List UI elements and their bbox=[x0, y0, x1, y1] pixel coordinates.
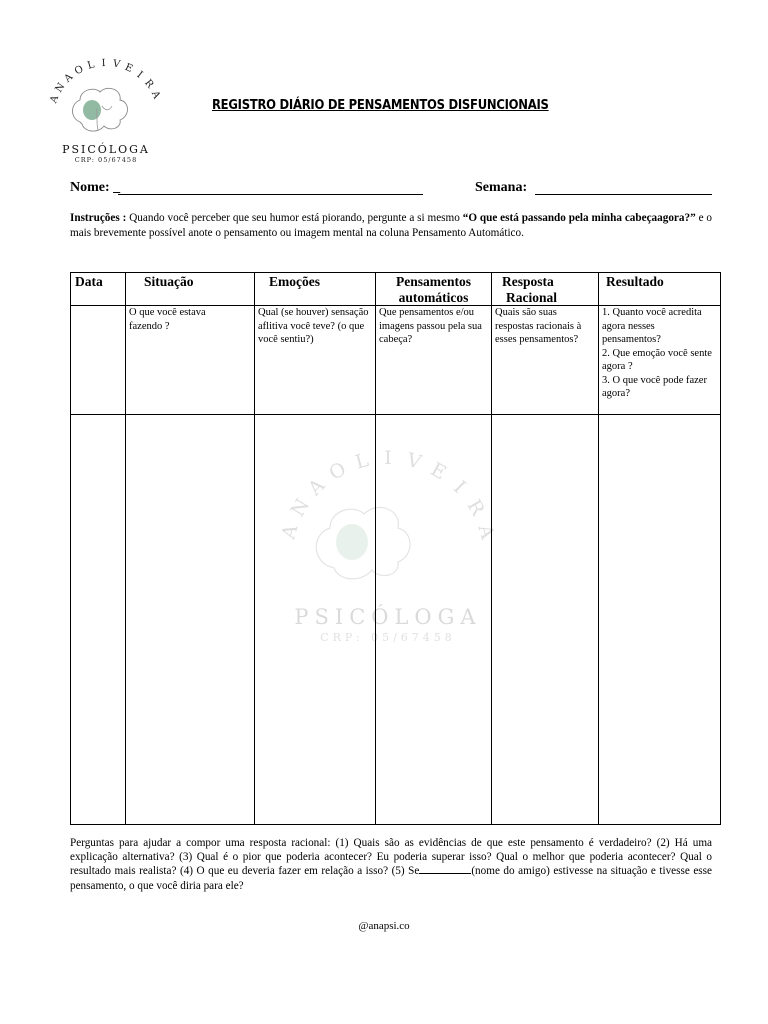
instructions-text-2: e o mais brevemente possível anote o pensamento ou imagem mental na coluna Pensamento Automático. bbox=[70, 212, 713, 239]
header-situacao: Situação bbox=[144, 274, 194, 289]
logo bbox=[36, 48, 176, 170]
column-divider bbox=[375, 273, 376, 824]
logo-mark bbox=[36, 48, 176, 170]
header-resposta-line2: Racional bbox=[506, 290, 558, 305]
instructions-label: Instruções : bbox=[70, 212, 127, 224]
arc-letter: A bbox=[303, 474, 330, 500]
header-resultado: Resultado bbox=[606, 274, 664, 289]
arc-letter: O bbox=[72, 63, 86, 78]
instructions-text-1: Quando você perceber que seu humor está piorando, pergunte a si mesmo bbox=[126, 212, 463, 224]
arc-letter: N bbox=[53, 81, 68, 95]
header-pensamentos bbox=[376, 274, 491, 306]
semana-label: Semana: bbox=[475, 180, 528, 195]
arc-letter: I bbox=[449, 476, 470, 498]
nome-label: Nome: _ bbox=[70, 180, 121, 195]
prompt-resultado-2: 2. Que emoção você sente agora ? bbox=[602, 347, 712, 372]
logo-registration: CRP: 05/67458 bbox=[74, 156, 138, 164]
arc-letter: A bbox=[48, 94, 62, 105]
prompt-resultado bbox=[602, 306, 712, 401]
arc-letter: A bbox=[473, 522, 499, 542]
prompt-emocoes: Qual (se houver) sensação aflitiva você teve? (o que você sentiu?) bbox=[258, 307, 369, 345]
arc-letter: O bbox=[325, 457, 350, 485]
thought-record-table bbox=[70, 272, 721, 825]
instructions-quote: “O que está passando pela minha cabeçaagora?” bbox=[462, 212, 696, 224]
header-resposta-line1: Resposta bbox=[502, 274, 554, 289]
arc-letter: A bbox=[62, 71, 76, 85]
arc-letter: I bbox=[134, 69, 145, 81]
arc-letter: R bbox=[142, 77, 156, 91]
nome-input-line[interactable] bbox=[118, 194, 423, 195]
prompt-divider bbox=[71, 414, 720, 415]
prompt-resultado-3: 3. O que você pode fazer agora? bbox=[602, 374, 707, 399]
arc-letter: L bbox=[353, 449, 371, 474]
prompt-pensamentos: Que pensamentos e/ou imagens passou pela sua cabeça? bbox=[379, 307, 482, 345]
prompt-situacao: O que você estava fazendo ? bbox=[129, 307, 206, 332]
questions-part-2: (nome do amigo) estivesse na situação e tivesse esse pensamento, o que você diria para ele? bbox=[70, 865, 712, 892]
arc-letter: I bbox=[101, 57, 106, 70]
arc-letter: A bbox=[148, 89, 162, 101]
logo-accent-dot bbox=[83, 100, 101, 120]
header-resposta bbox=[502, 274, 557, 306]
logo-arc-letters bbox=[48, 58, 162, 106]
semana-input-line[interactable] bbox=[535, 194, 712, 195]
arc-letter: E bbox=[426, 458, 450, 485]
prompt-resposta: Quais são suas respostas racionais à esses pensamentos? bbox=[495, 307, 582, 345]
watermark-registration: CRP: 05/67458 bbox=[320, 631, 456, 644]
questions-part-1: Perguntas para ajudar a compor uma resposta racional: (1) Quais são as evidências de que este pensamento é verdadeiro? (2) Há uma explicação alternativa? (3) Qual é o pior que poderia acontecer? Eu poderia superar isso? Qual o melhor que poderia acontecer? Qual o resultado mais realista? (4) O que eu deveria fazer em relação a isso? (5) Se bbox=[70, 837, 712, 878]
rational-questions bbox=[70, 836, 712, 893]
instructions bbox=[70, 211, 712, 241]
column-divider bbox=[598, 273, 599, 824]
arc-letter: I bbox=[384, 448, 392, 469]
arc-letter: R bbox=[462, 495, 489, 520]
header-pensamentos-line2: automáticos bbox=[398, 290, 469, 305]
watermark-profession: PSICÓLOGA bbox=[294, 605, 482, 629]
arc-letter: N bbox=[286, 494, 315, 521]
friend-name-blank[interactable] bbox=[419, 865, 471, 874]
column-divider bbox=[491, 273, 492, 824]
arc-letter: V bbox=[404, 449, 424, 474]
header-emocoes: Emoções bbox=[269, 274, 320, 289]
header-pensamentos-line1: Pensamentos bbox=[396, 274, 471, 289]
header-data: Data bbox=[75, 274, 103, 289]
page-title: REGISTRO DIÁRIO DE PENSAMENTOS DISFUNCIONAIS bbox=[212, 97, 549, 113]
logo-profession: PSICÓLOGA bbox=[62, 143, 150, 156]
arc-letter: E bbox=[123, 61, 135, 75]
prompt-resultado-1: 1. Quanto você acredita agora nesses pensamentos? bbox=[602, 307, 702, 345]
arc-letter: V bbox=[111, 58, 121, 71]
column-divider bbox=[254, 273, 255, 824]
arc-letter: A bbox=[277, 522, 303, 542]
social-handle: @anapsi.co bbox=[358, 920, 410, 932]
column-divider bbox=[125, 273, 126, 824]
arc-letter: L bbox=[86, 59, 96, 72]
